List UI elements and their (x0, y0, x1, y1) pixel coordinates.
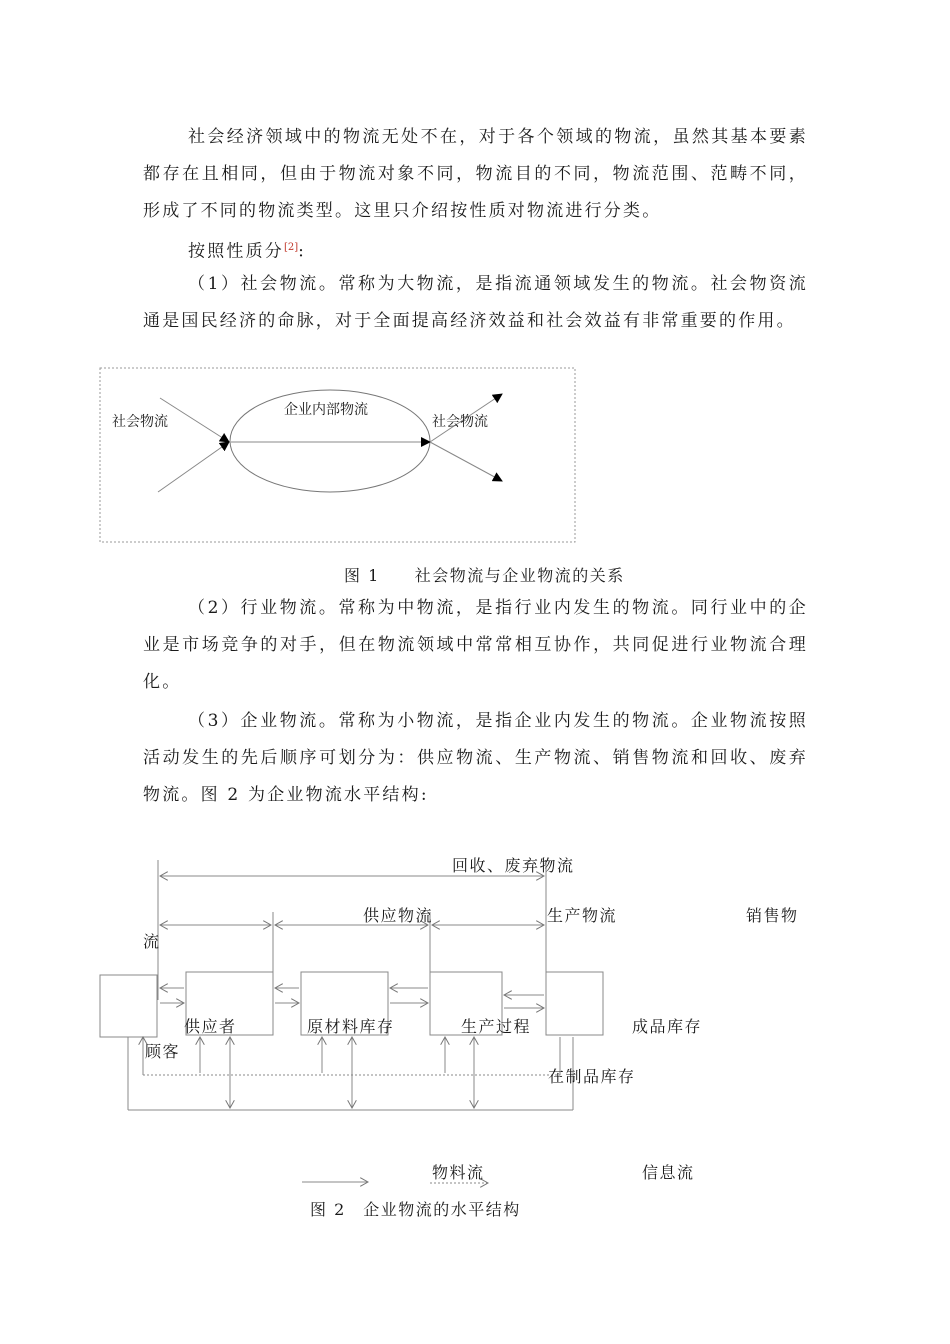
box-finished (546, 972, 603, 1035)
legend-material-label: 物料流 (432, 1163, 485, 1182)
label-social-left: 社会物流 (112, 414, 168, 430)
label-social-right: 社会物流 (432, 414, 488, 430)
legend-info-label: 信息流 (642, 1163, 695, 1182)
label-wip: 在制品库存 (548, 1067, 636, 1086)
paragraph-enterprise-logistics: （3）企业物流。常称为小物流，是指企业内发生的物流。企业物流按照活动发生的先后顺序可划分为：供应物流、生产物流、销售物流和回收、废弃物流。图 2 为企业物流水平结构: (143, 711, 808, 805)
figure2-caption: 图 2 企业物流的水平结构 (310, 1200, 521, 1219)
label-recycle-flow: 回收、废弃物流 (452, 856, 575, 875)
classification-colon: : (298, 241, 307, 262)
paragraph-industry-logistics: （2）行业物流。常称为中物流，是指行业内发生的物流。同行业中的企业是市场竞争的对手，但在物流领域中常常相互协作，共同促进行业物流合理化。 (143, 598, 808, 692)
paragraph-social-logistics: （1）社会物流。常称为大物流，是指流通领域发生的物流。社会物资流通是国民经济的命脉，对于全面提高经济效益和社会效益有非常重要的作用。 (143, 274, 808, 331)
box-customer (100, 975, 157, 1037)
label-production-flow: 生产物流 (547, 906, 618, 925)
classification-text: 按照性质分 (188, 241, 284, 262)
label-sales-flow-wrap: 流 (143, 932, 161, 951)
label-supplier: 供应者 (184, 1017, 237, 1036)
label-process: 生产过程 (461, 1017, 532, 1036)
figure1-caption: 图 1 社会物流与企业物流的关系 (344, 566, 625, 585)
label-sales-flow: 销售物 (746, 906, 799, 925)
label-enterprise-internal: 企业内部物流 (284, 402, 368, 418)
label-customer: 顾客 (145, 1042, 181, 1061)
paragraph-intro: 社会经济领域中的物流无处不在，对于各个领域的物流，虽然其基本要素都存在且相同，但由于物流对象不同，物流目的不同，物流范围、范畴不同，形成了不同的物流类型。这里只介绍按性质对物流进行分类。 (143, 127, 808, 221)
label-finished-goods: 成品库存 (632, 1017, 703, 1036)
citation-link[interactable]: [2] (284, 242, 299, 253)
label-raw-material: 原材料库存 (307, 1017, 395, 1036)
label-supply-flow: 供应物流 (363, 906, 434, 925)
